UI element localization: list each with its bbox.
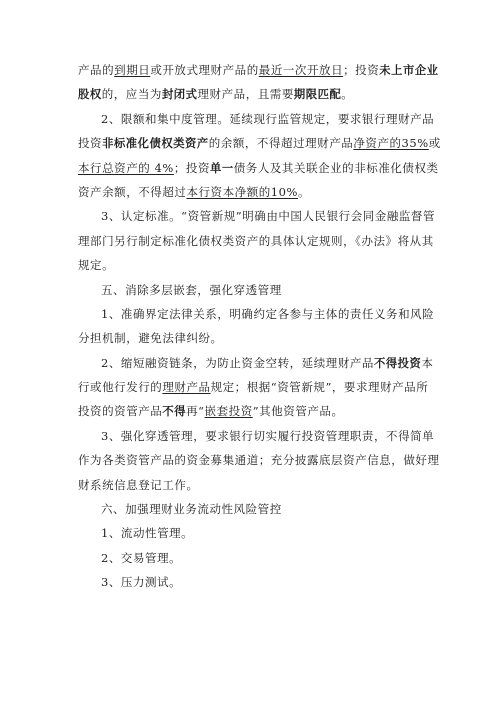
bold-term: 封闭式 (161, 88, 198, 102)
underlined-term: 理财产品 (162, 380, 211, 395)
text-run: 的，应当为 (101, 87, 162, 102)
text-run: 投资 (78, 136, 103, 151)
text-run: 规定；根据“资管新规”，要求理财产品所 (210, 380, 429, 395)
text-run: ”其他资管产品。 (252, 404, 344, 419)
underlined-term: 本行资本净额的10% (186, 184, 299, 199)
text-run: 的余额，不得超过理财产品 (208, 136, 354, 151)
document-page (78, 58, 441, 595)
text-line (78, 82, 428, 106)
text-line (78, 180, 428, 204)
bold-term: 非标准化债权类资产 (102, 137, 209, 151)
underlined-term: 到期日 (114, 63, 151, 77)
text-line: 财系统信息登记工作。 (78, 477, 199, 492)
bold-term: 不得投资 (373, 356, 422, 370)
list-item: 3、压力测试。 (101, 575, 182, 590)
bold-term: 未上市企业 (379, 64, 439, 77)
text-run: 理财产品，且需要 (197, 87, 294, 102)
text-line: 规定。 (78, 258, 115, 273)
bold-term: 不得 (162, 405, 187, 419)
underlined-term: 最近一次开放日 (258, 63, 344, 77)
bold-term: 单一 (210, 161, 234, 175)
underlined-term: 嵌套投资 (204, 404, 253, 419)
underlined-term: 本行总资产的 4% (78, 160, 174, 175)
text-run: 。 (341, 87, 354, 102)
text-run: 本 (421, 355, 434, 370)
bold-term: 期限匹配 (293, 88, 342, 102)
text-line (78, 58, 439, 82)
section-heading: 六、加强理财业务流动性风险管控 (101, 502, 282, 517)
text-run: 再“ (186, 404, 205, 419)
text-line (78, 399, 428, 423)
text-run: 投资的资管产品 (78, 404, 163, 419)
text-run: ；投资 (173, 160, 211, 175)
text-line: 理部门另行制定标准化债权类资产的具体认定规则，《办法》将从其 (78, 233, 434, 248)
text-run: 。 (298, 184, 311, 199)
text-run: 债务人及其关联企业的非标准化债权类 (233, 160, 439, 175)
bold-term: 股权 (78, 88, 102, 102)
paragraph-line: 2、限额和集中度管理。延续现行监管规定，要求银行理财产品 (101, 111, 435, 126)
text-run: 或 (428, 136, 441, 151)
text-run: ；投资 (343, 63, 380, 77)
text-run: 2、缩短融资链条，为防止资金空转，延续理财产品 (101, 355, 374, 370)
underlined-term: 净资产的35% (353, 136, 429, 151)
text-line: 作为各类资管产品的资金募集通道；充分披露底层资产信息，做好理 (78, 453, 440, 468)
paragraph-line: 3、强化穿透管理，要求银行切实履行投资管理职责，不得简单 (101, 428, 435, 443)
section-heading: 五、消除多层嵌套，强化穿透管理 (101, 282, 282, 297)
paragraph-line: 1、准确界定法律关系，明确约定各参与主体的责任义务和风险 (101, 306, 435, 321)
text-line (78, 156, 439, 180)
paragraph-line: 3、认定标准。“资管新规”明确由中国人民银行会同金融监督管 (101, 209, 436, 224)
paragraph-line (78, 351, 434, 375)
text-run: 产品的 (78, 63, 115, 77)
text-run: 行或他行发行的 (78, 380, 163, 395)
text-line (78, 131, 441, 155)
list-item: 1、流动性管理。 (101, 526, 194, 541)
text-line (78, 375, 428, 399)
text-run: 或开放式理财产品的 (150, 63, 259, 77)
text-line: 分担机制，避免法律纠纷。 (78, 331, 223, 346)
text-run: 资产余额，不得超过 (78, 184, 187, 199)
list-item: 2、交易管理。 (101, 550, 182, 565)
